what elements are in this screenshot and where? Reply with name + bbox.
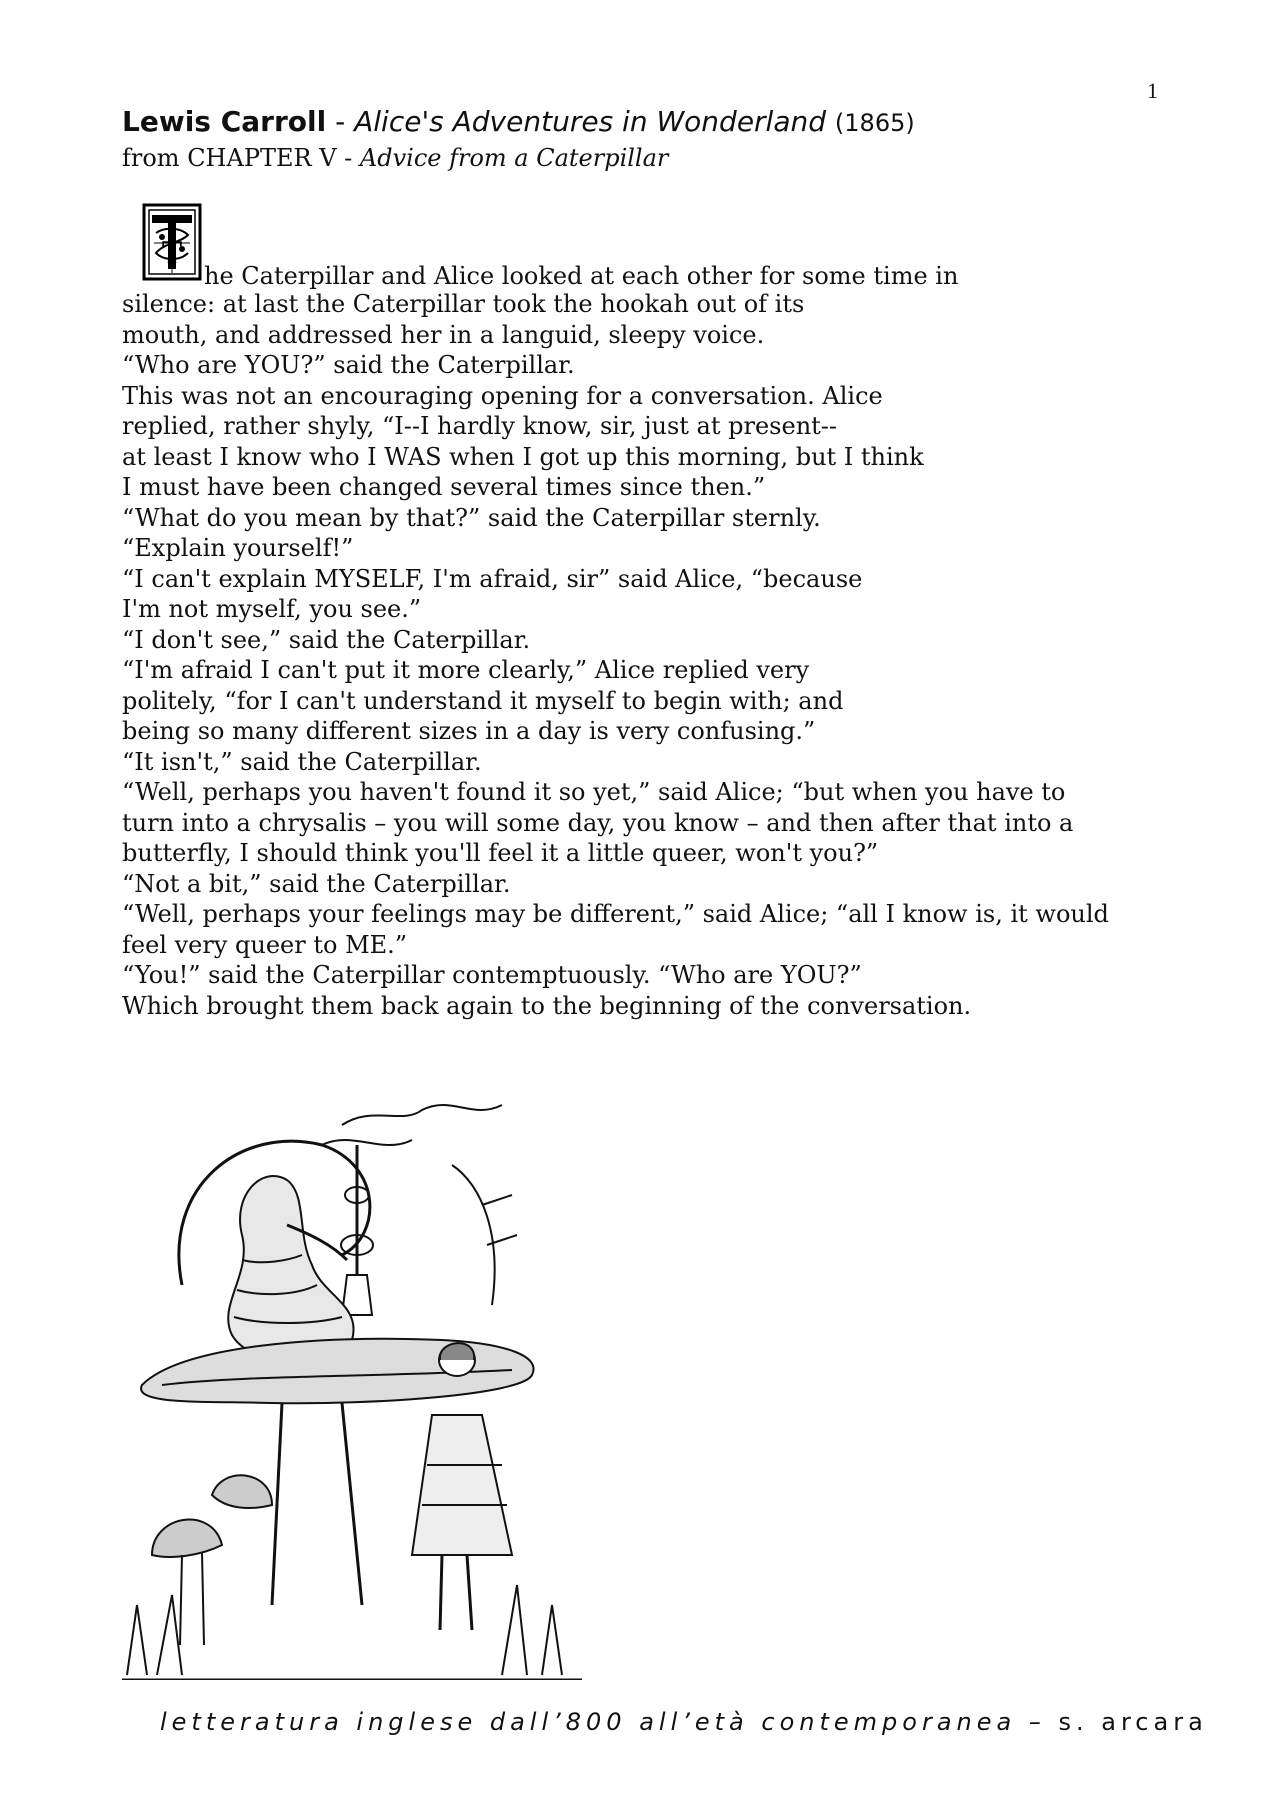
footer-author: s. arcara <box>1058 1708 1208 1736</box>
text-line: I'm not myself, you see.” <box>122 595 422 623</box>
text-line: politely, “for I can't understand it myself to begin with; and <box>122 686 844 715</box>
text-line: he Caterpillar and Alice looked at each other for some time in <box>204 262 959 290</box>
text-line: being so many different sizes in a day is very confusing.” <box>122 717 816 745</box>
page-footer <box>160 1708 1208 1736</box>
chapter-line <box>122 143 915 173</box>
text-line: “I'm afraid I can't put it more clearly,” Alice replied very <box>122 656 810 684</box>
text-line: silence: at last the Caterpillar took the hookah out of its <box>122 290 805 318</box>
text-line: “What do you mean by that?” said the Caterpillar sternly. <box>122 503 821 532</box>
text-line: “Who are YOU?” said the Caterpillar. <box>122 351 575 379</box>
passage-text <box>122 203 1172 1021</box>
text-line: “Well, perhaps you haven't found it so yet,” said Alice; “but when you have to <box>122 778 1066 806</box>
footer-dash: – <box>1016 1708 1059 1736</box>
text-line: mouth, and addressed her in a languid, sleepy voice. <box>122 320 765 349</box>
text-line: “I can't explain MYSELF, I'm afraid, sir” said Alice, “because <box>122 564 863 593</box>
text-line: “Well, perhaps your feelings may be different,” said Alice; “all I know is, it would <box>122 900 1109 928</box>
title-separator: - <box>326 105 355 138</box>
text-line: “I don't see,” said the Caterpillar. <box>122 625 531 654</box>
text-line: “It isn't,” said the Caterpillar. <box>122 747 482 776</box>
document-header <box>122 104 915 173</box>
text-line: “Explain yourself!” <box>122 534 354 562</box>
chapter-title: Advice from a Caterpillar <box>359 144 669 172</box>
publication-year: (1865) <box>834 109 915 137</box>
text-line: feel very queer to ME.” <box>122 930 408 959</box>
drop-cap-ornament <box>142 203 202 281</box>
text-line: at least I know who I WAS when I got up this morning, but I think <box>122 442 924 471</box>
caterpillar-illustration <box>122 1085 582 1680</box>
page-number: 1 <box>1147 78 1158 103</box>
chapter-prefix: from CHAPTER V - <box>122 144 360 172</box>
text-line: butterfly, I should think you'll feel it a little queer, won't you?” <box>122 839 879 867</box>
work-title: Alice's Adventures in Wonderland <box>354 105 827 138</box>
text-line: “You!” said the Caterpillar contemptuously. “Who are YOU?” <box>122 961 862 989</box>
footer-course: letteratura inglese dall’800 all’età contemporanea <box>160 1708 1017 1736</box>
text-line: This was not an encouraging opening for a conversation. Alice <box>122 381 883 410</box>
text-line: I must have been changed several times since then.” <box>122 473 766 501</box>
drop-cap-letter: T <box>161 236 183 271</box>
title-line <box>122 104 915 141</box>
text-line: turn into a chrysalis – you will some day, you know – and then after that into a <box>122 808 1074 837</box>
drop-cap-row <box>122 203 1172 290</box>
text-line: replied, rather shyly, “I--I hardly know, sir, just at present-- <box>122 412 838 440</box>
text-line: Which brought them back again to the beginning of the conversation. <box>122 991 972 1020</box>
author-name: Lewis Carroll <box>122 105 327 138</box>
text-line: “Not a bit,” said the Caterpillar. <box>122 869 511 898</box>
